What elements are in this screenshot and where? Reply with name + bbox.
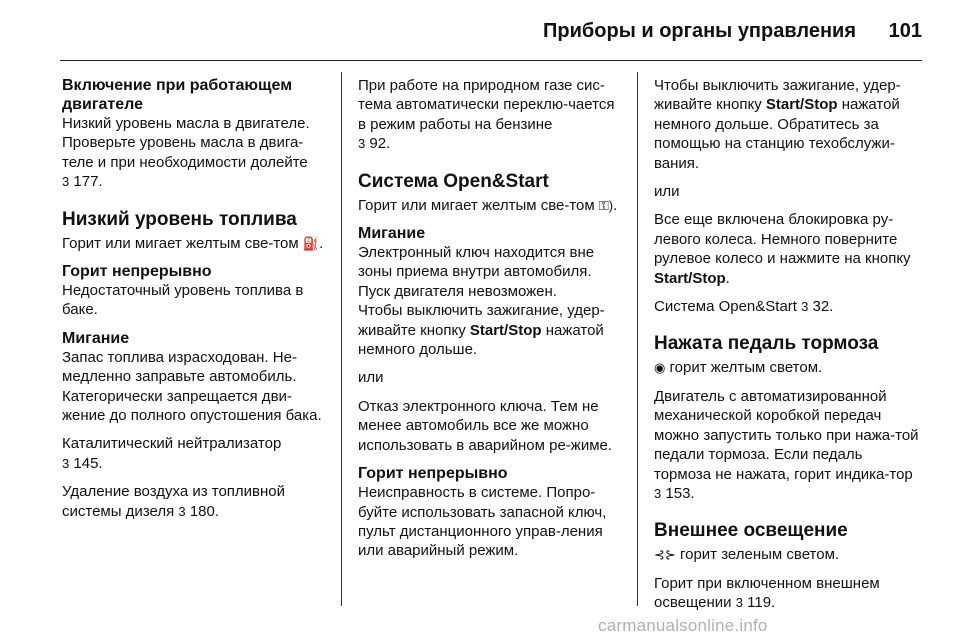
paragraph: ⊰⊱ горит зеленым светом.	[654, 546, 840, 564]
electronic-key-icon: ⚿)	[598, 197, 614, 213]
page-ref-icon: 3	[358, 136, 366, 152]
header-rule	[60, 60, 922, 61]
section-title: Внешнее освещение	[654, 520, 848, 542]
page-number: 101	[888, 20, 922, 42]
section-title: Низкий уровень топлива	[62, 208, 297, 230]
page-ref-icon: 3	[178, 503, 186, 519]
section-heading: Мигание	[62, 329, 130, 347]
paragraph: Каталитический нейтрализатор 3 145.	[62, 435, 282, 472]
page-ref-icon: 3	[62, 455, 70, 471]
paragraph: Электронный ключ находится вне зоны приема внутри автомобиля. Пуск двигателя невозможен.	[358, 244, 595, 300]
paragraph: Недостаточный уровень топлива в баке.	[62, 282, 304, 319]
paragraph: Неисправность в системе. Попро-буйте использовать запасной ключ, пульт дистанционного управ-ления или аварийный режим.	[358, 484, 607, 560]
watermark: carmanualsonline.info	[598, 616, 768, 635]
section-heading: Горит непрерывно	[62, 263, 212, 281]
start-stop-label: Start/Stop	[765, 96, 838, 114]
start-stop-label: Start/Stop	[654, 269, 726, 287]
paragraph: Запас топлива израсходован. Не-медленно заправьте автомобиль. Категорически запрещается дви-жение до полного опустошения бака.	[62, 348, 322, 425]
page-ref-icon: 3	[735, 595, 743, 611]
section-heading: Включение при работающем двигателе	[62, 77, 293, 113]
paragraph: Система Open&Start 3 32.	[654, 298, 834, 316]
paragraph: Горит при включенном внешнем освещении 3 119.	[654, 574, 880, 612]
page-title: Приборы и органы управления	[543, 20, 856, 42]
paragraph: Все еще включена блокировка ру-левого колеса. Немного поверните рулевое колесо и нажмите на кнопку Start/Stop.	[654, 211, 911, 287]
column-divider	[341, 72, 342, 606]
column-2	[358, 76, 626, 561]
paragraph: Горит или мигает желтым све-том ⛽.	[62, 234, 324, 252]
page-header	[60, 18, 922, 58]
paragraph: Низкий уровень масла в двигателе. Проверьте уровень масла в двига-теле и при необходимости долейте 3 177.	[62, 115, 310, 191]
exterior-light-icon: ⊰⊱	[654, 547, 676, 563]
section-title: Нажата педаль тормоза	[654, 333, 879, 355]
column-3	[654, 76, 922, 613]
column-1	[62, 76, 330, 521]
brake-icon: ◉	[654, 360, 666, 376]
paragraph: Чтобы выключить зажигание, удер-живайте кнопку Start/Stop нажатой немного дольше.	[358, 302, 605, 359]
page-ref-icon: 3	[62, 174, 70, 190]
section-title: Система Open&Start	[358, 170, 549, 192]
column-divider	[637, 72, 638, 606]
paragraph: При работе на природном газе сис-тема автоматически переклю-чается в режим работы на бензине 3 92.	[358, 77, 615, 153]
paragraph: Удаление воздуха из топливной системы дизеля 3 180.	[62, 483, 286, 520]
paragraph: ◉ горит желтым светом.	[654, 359, 823, 377]
page-ref-icon: 3	[801, 299, 809, 315]
page-ref-icon: 3	[654, 485, 662, 501]
section-heading: Мигание	[358, 225, 426, 243]
paragraph: или	[358, 369, 384, 387]
paragraph: или	[654, 183, 680, 201]
paragraph: Чтобы выключить зажигание, удер-живайте кнопку Start/Stop нажатой немного дольше. Обратитесь за помощью на станцию техобслужи-вания.	[654, 77, 901, 172]
paragraph: Отказ электронного ключа. Тем не менее автомобиль все же можно использовать в аварийном ре-жиме.	[358, 397, 613, 454]
paragraph: Горит или мигает желтым све-том ⚿).	[358, 196, 618, 214]
fuel-icon: ⛽	[302, 235, 320, 251]
section-heading: Горит непрерывно	[358, 465, 508, 483]
start-stop-label: Start/Stop	[469, 321, 542, 339]
paragraph: Двигатель с автоматизированной механической коробкой передач можно запустить только при нажа-той педали тормоза. Если педаль тормоза не нажата, горит индика-тор 3 153.	[654, 387, 919, 502]
